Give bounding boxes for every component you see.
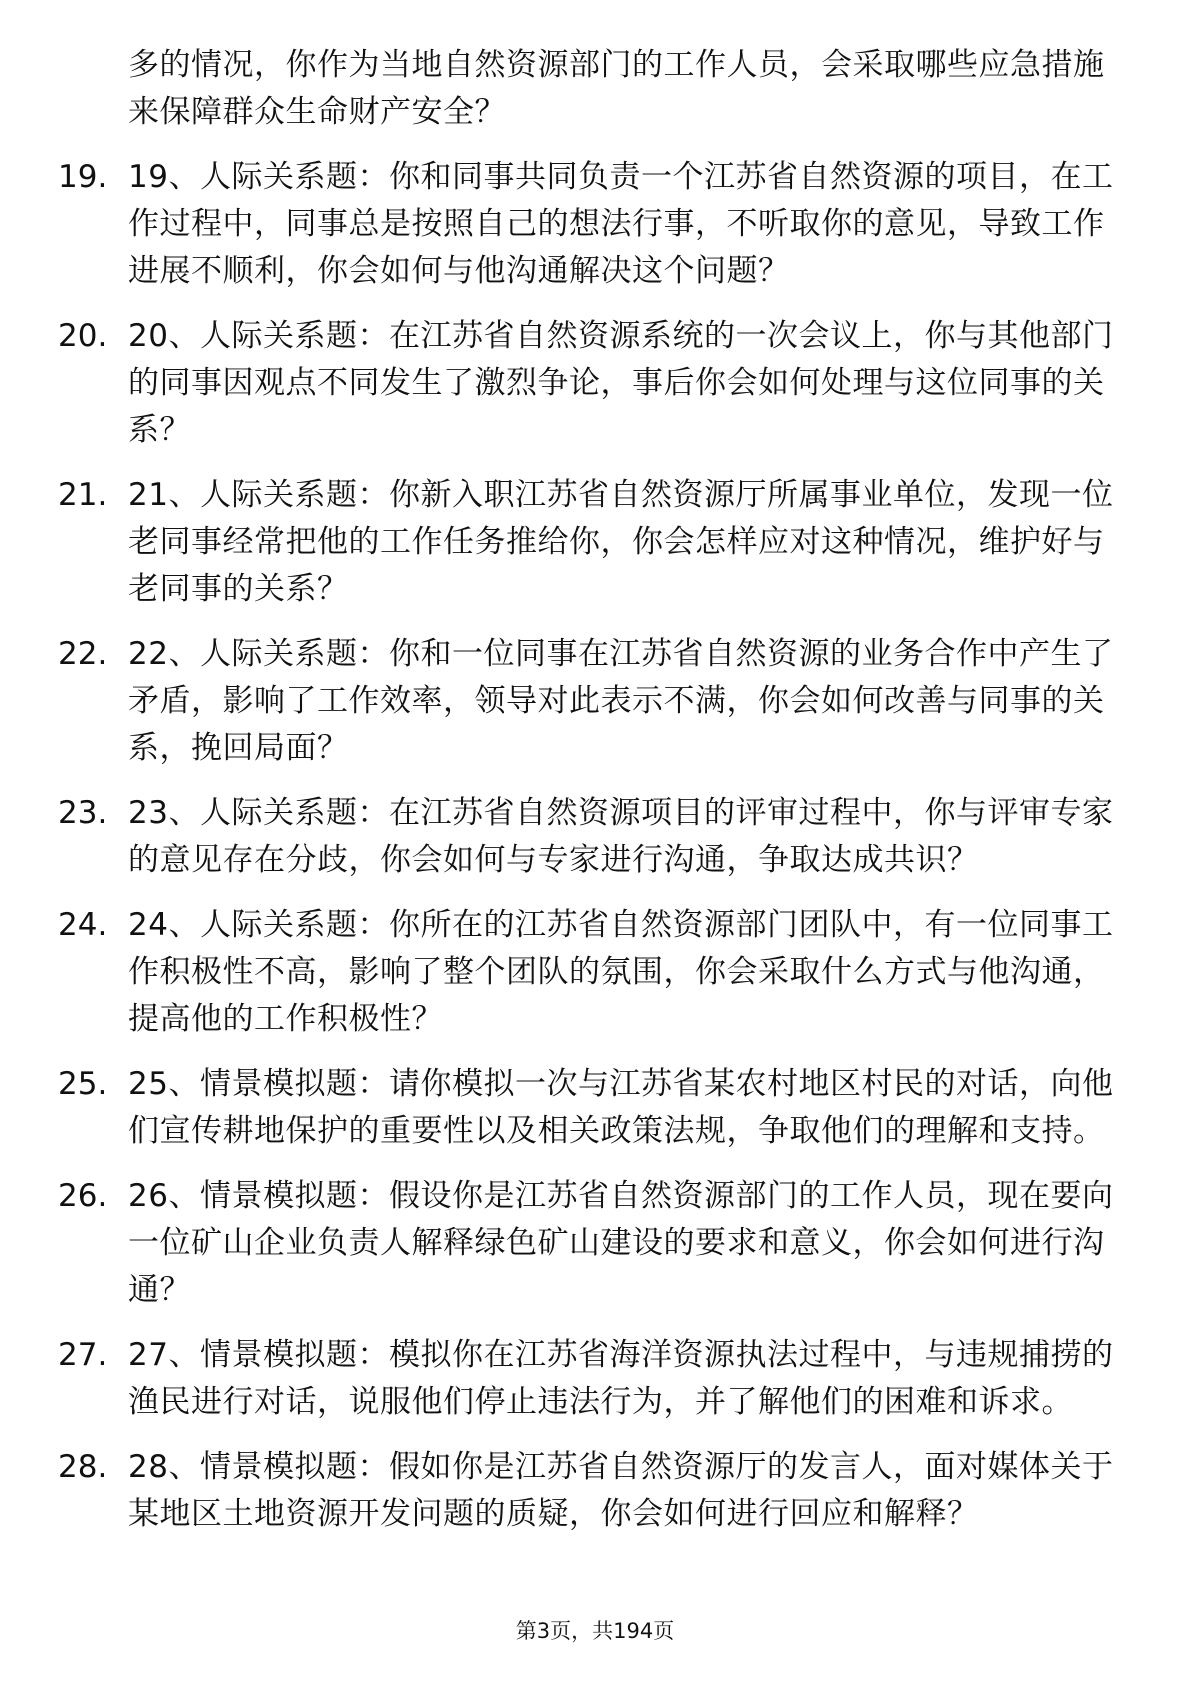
question-text: 20、人际关系题：在江苏省自然资源系统的一次会议上，你与其他部门的同事因观点不同发生了激烈争论，事后你会如何处理与这位同事的关系？: [128, 318, 1114, 448]
continued-question-text: 多的情况，你作为当地自然资源部门的工作人员，会采取哪些应急措施来保障群众生命财产安全？: [128, 47, 1105, 130]
question-text: 26、情景模拟题：假设你是江苏省自然资源部门的工作人员，现在要向一位矿山企业负责人解释绿色矿山建设的要求和意义，你会如何进行沟通？: [128, 1178, 1114, 1308]
question-number: 28.: [58, 1449, 108, 1485]
question-number: 21.: [58, 477, 108, 513]
question-text: 28、情景模拟题：假如你是江苏省自然资源厅的发言人，面对媒体关于某地区土地资源开发问题的质疑，你会如何进行回应和解释？: [128, 1449, 1114, 1532]
question-number: 19.: [58, 159, 108, 195]
page-content: [0, 42, 1190, 1538]
question-number: 22.: [58, 636, 108, 672]
question-item: [0, 1061, 1118, 1155]
question-list: [0, 154, 1190, 1538]
question-text: 21、人际关系题：你新入职江苏省自然资源厅所属事业单位，发现一位老同事经常把他的工作任务推给你，你会怎样应对这种情况，维护好与老同事的关系？: [128, 477, 1114, 607]
question-text: 19、人际关系题：你和同事共同负责一个江苏省自然资源的项目，在工作过程中，同事总是按照自己的想法行事，不听取你的意见，导致工作进展不顺利，你会如何与他沟通解决这个问题？: [128, 159, 1114, 289]
question-item: [0, 154, 1118, 295]
question-number: 25.: [58, 1066, 108, 1102]
question-item: [0, 1332, 1118, 1426]
question-number: 20.: [58, 318, 108, 354]
question-item: [0, 1444, 1118, 1538]
question-text: 22、人际关系题：你和一位同事在江苏省自然资源的业务合作中产生了矛盾，影响了工作效率，领导对此表示不满，你会如何改善与同事的关系，挽回局面？: [128, 636, 1114, 766]
question-item: [0, 902, 1118, 1043]
question-number: 26.: [58, 1178, 108, 1214]
question-text: 23、人际关系题：在江苏省自然资源项目的评审过程中，你与评审专家的意见存在分歧，你会如何与专家进行沟通，争取达成共识？: [128, 795, 1114, 878]
question-item: [0, 472, 1118, 613]
page-number-footer: 第3页，共194页: [515, 1619, 675, 1643]
question-text: 25、情景模拟题：请你模拟一次与江苏省某农村地区村民的对话，向他们宣传耕地保护的重要性以及相关政策法规，争取他们的理解和支持。: [128, 1066, 1114, 1149]
question-number: 23.: [58, 795, 108, 831]
question-text: 27、情景模拟题：模拟你在江苏省海洋资源执法过程中，与违规捕捞的渔民进行对话，说服他们停止违法行为，并了解他们的困难和诉求。: [128, 1337, 1114, 1420]
question-item: [0, 631, 1118, 772]
question-number: 27.: [58, 1337, 108, 1373]
question-item: [0, 790, 1118, 884]
question-item: [0, 313, 1118, 454]
question-text: 24、人际关系题：你所在的江苏省自然资源部门团队中，有一位同事工作积极性不高，影响了整个团队的氛围，你会采取什么方式与他沟通，提高他的工作积极性？: [128, 907, 1114, 1037]
question-item: [0, 1173, 1118, 1314]
question-number: 24.: [58, 907, 108, 943]
